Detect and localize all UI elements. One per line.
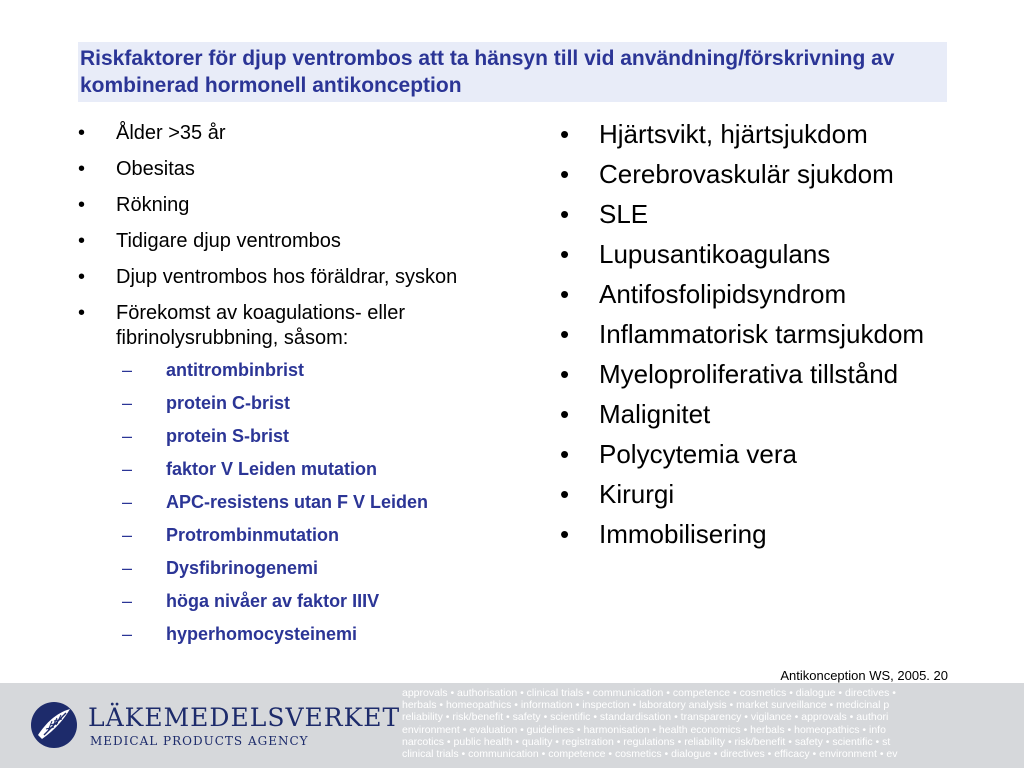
sublist-item <box>122 458 558 480</box>
sublist-item <box>122 590 558 612</box>
keyword-line: reliability • risk/benefit • safety • scientific • standardisation • transparency • vigilance • approvals • authori <box>402 711 889 724</box>
list-item <box>560 358 980 390</box>
list-item-label: Myeloproliferativa tillstånd <box>599 359 899 389</box>
list-item <box>560 158 980 190</box>
bullet-icon: • <box>560 359 570 389</box>
bullet-icon: • <box>560 279 570 309</box>
list-item <box>78 193 558 218</box>
sublist-item <box>122 425 558 447</box>
list-item-label: Förekomst av koagulations- eller fibrinolysrubbning, såsom: <box>116 302 406 349</box>
list-item <box>78 265 558 290</box>
bullet-icon: • <box>560 439 570 469</box>
dash-icon: – <box>122 492 133 512</box>
brand-subtitle: MEDICAL PRODUCTS AGENCY <box>90 734 309 748</box>
dash-icon: – <box>122 459 133 479</box>
left-risk-list <box>78 121 558 656</box>
keyword-line: narcotics • public health • quality • registration • regulations • reliability • risk/benefit • safety • scientific • st <box>402 735 891 748</box>
bullet-icon: • <box>78 266 86 288</box>
sublist-item-label: Protrombinmutation <box>166 525 339 545</box>
list-item <box>560 278 980 310</box>
list-item <box>78 121 558 146</box>
bullet-icon: • <box>560 119 570 149</box>
list-item-label: Antifosfolipidsyndrom <box>599 279 847 309</box>
dash-icon: – <box>122 624 133 644</box>
sublist-item <box>122 491 558 513</box>
bullet-icon: • <box>78 158 86 180</box>
list-item-label: SLE <box>599 199 649 229</box>
bullet-icon: • <box>560 319 570 349</box>
bullet-icon: • <box>560 519 570 549</box>
coagulation-disorder-sublist <box>116 359 558 645</box>
list-item-label: Djup ventrombos hos föräldrar, syskon <box>116 266 458 288</box>
list-item <box>560 318 980 350</box>
sublist-item <box>122 359 558 381</box>
sublist-item-label: hyperhomocysteinemi <box>166 624 358 644</box>
list-item <box>78 157 558 182</box>
bullet-icon: • <box>560 239 570 269</box>
bullet-icon: • <box>78 122 86 144</box>
list-item-label: Kirurgi <box>599 479 675 509</box>
feather-globe-icon <box>30 701 78 749</box>
bullet-icon: • <box>560 479 570 509</box>
sublist-item-label: faktor V Leiden mutation <box>166 459 378 479</box>
list-item <box>560 478 980 510</box>
list-item-label: Ålder >35 år <box>116 122 226 144</box>
bullet-icon: • <box>78 302 86 324</box>
list-item <box>560 518 980 550</box>
bullet-icon: • <box>78 230 86 252</box>
list-item-label: Hjärtsvikt, hjärtsjukdom <box>599 119 868 149</box>
dash-icon: – <box>122 591 133 611</box>
list-item <box>560 238 980 270</box>
citation: Antikonception WS, 2005. 20 <box>780 668 948 683</box>
list-item <box>78 301 558 645</box>
list-item-label: Malignitet <box>599 399 711 429</box>
sublist-item-label: protein S-brist <box>166 426 290 446</box>
sublist-item-label: APC-resistens utan F V Leiden <box>166 492 429 512</box>
dash-icon: – <box>122 558 133 578</box>
right-risk-list <box>560 118 980 558</box>
sublist-item <box>122 623 558 645</box>
list-item <box>560 118 980 150</box>
sublist-item-label: höga nivåer av faktor IIIV <box>166 591 380 611</box>
list-item-label: Cerebrovaskulär sjukdom <box>599 159 894 189</box>
sublist-item-label: Dysfibrinogenemi <box>166 558 319 578</box>
keyword-line: approvals • authorisation • clinical trials • communication • competence • cosmetics • dialogue • directives • <box>402 687 896 699</box>
sublist-item-label: protein C-brist <box>166 393 290 413</box>
keyword-line: environment • evaluation • guidelines • harmonisation • health economics • herbals • homeopathics • info <box>402 723 886 736</box>
dash-icon: – <box>122 426 133 446</box>
bullet-icon: • <box>560 399 570 429</box>
list-item-label: Lupusantikoagulans <box>599 239 831 269</box>
footer-banner <box>0 683 1024 768</box>
sublist-item-label: antitrombinbrist <box>166 360 304 380</box>
sublist-item <box>122 557 558 579</box>
dash-icon: – <box>122 393 133 413</box>
list-item-label: Rökning <box>116 194 190 216</box>
slide-title: Riskfaktorer för djup ventrombos att ta hänsyn till vid användning/förskrivning av kombinerad hormonell antikonception <box>80 47 895 97</box>
list-item-label: Tidigare djup ventrombos <box>116 230 341 252</box>
bullet-icon: • <box>560 159 570 189</box>
list-item <box>560 438 980 470</box>
bullet-icon: • <box>560 199 570 229</box>
brand-name: LÄKEMEDELSVERKET <box>88 703 401 732</box>
list-item-label: Immobilisering <box>599 519 767 549</box>
list-item-label: Obesitas <box>116 158 195 180</box>
list-item-label: Polycytemia vera <box>599 439 797 469</box>
keyword-line: clinical trials • communication • competence • cosmetics • dialogue • directives • efficacy • environment • ev <box>402 748 898 761</box>
list-item-label: Inflammatorisk tarmsjukdom <box>599 319 925 349</box>
list-item <box>560 398 980 430</box>
sublist-item <box>122 392 558 414</box>
sublist-item <box>122 524 558 546</box>
dash-icon: – <box>122 525 133 545</box>
keyword-line: herbals • homeopathics • information • inspection • laboratory analysis • market surveillance • medicinal p <box>402 699 890 712</box>
dash-icon: – <box>122 360 133 380</box>
keyword-band <box>402 687 1024 760</box>
list-item <box>560 198 980 230</box>
list-item <box>78 229 558 254</box>
bullet-icon: • <box>78 194 86 216</box>
